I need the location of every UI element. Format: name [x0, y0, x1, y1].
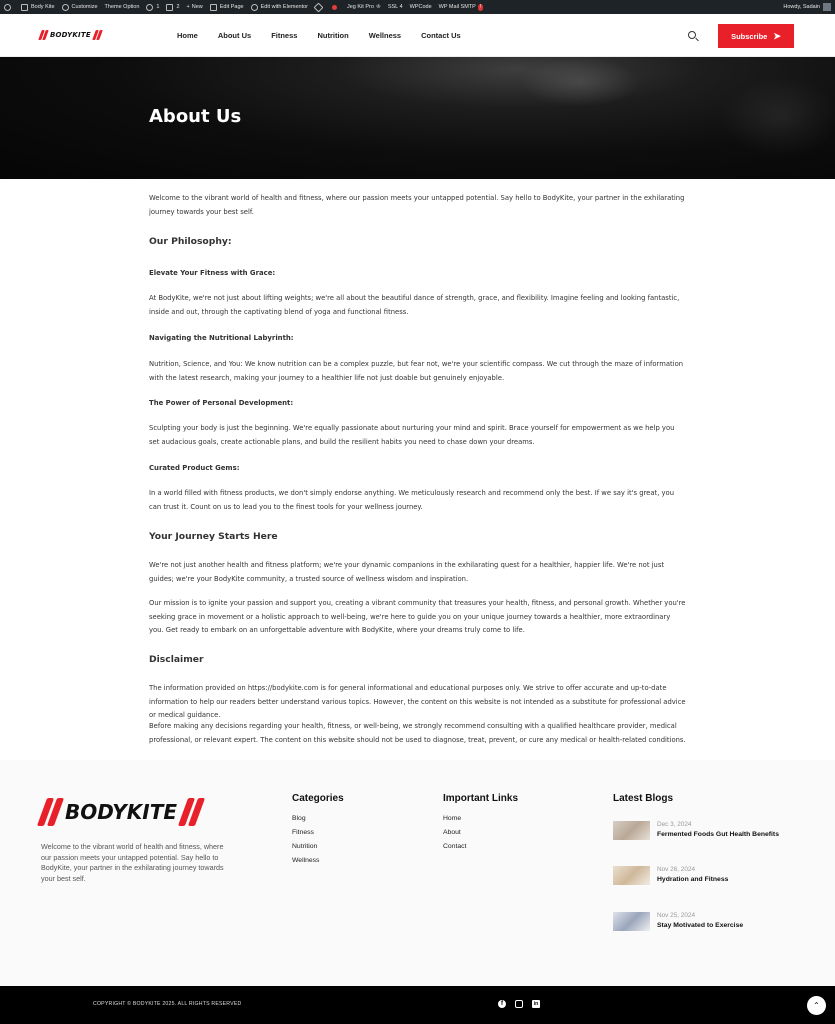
status-dot-icon: [332, 5, 337, 10]
admin-wpcode-link[interactable]: WPCode: [409, 4, 432, 10]
section-title-fitness: Elevate Your Fitness with Grace:: [149, 269, 276, 277]
section-title-nutrition: Navigating the Nutritional Labyrinth:: [149, 334, 294, 342]
admin-new-link[interactable]: + New: [186, 4, 203, 10]
footer-link-contact[interactable]: Contact: [443, 843, 467, 850]
facebook-icon[interactable]: f: [498, 1000, 506, 1008]
blog-thumbnail: [613, 821, 650, 840]
nav-contact-us[interactable]: Contact Us: [421, 31, 461, 40]
footer-link-home[interactable]: Home: [443, 815, 462, 822]
plus-icon: +: [186, 4, 190, 10]
category-link-blog[interactable]: Blog: [292, 815, 306, 822]
blog-item[interactable]: [613, 821, 779, 840]
admin-elementor-link[interactable]: Edit with Elementor: [251, 4, 308, 11]
site-header: [0, 14, 835, 57]
hero-background-image: [720, 77, 835, 157]
admin-customize-link[interactable]: Customize: [62, 4, 98, 11]
journey-heading: Your Journey Starts Here: [149, 531, 278, 542]
blog-date: Nov 26, 2024: [657, 866, 696, 873]
admin-diamond-link[interactable]: [315, 4, 325, 11]
arrow-up-icon[interactable]: ⌃: [807, 996, 826, 1015]
page-hero: [0, 57, 835, 179]
brush-icon: [62, 4, 69, 11]
admin-smtp-link[interactable]: WP Mail SMTP !: [438, 3, 482, 10]
diamond-icon: [314, 2, 324, 12]
logo-mark-icon: [40, 30, 47, 40]
admin-site-link[interactable]: Body Kite: [21, 4, 55, 11]
site-footer: [0, 760, 835, 986]
section-text-products: In a world filled with fitness products, we don't simply endorse anything. We meticulously research and recommend only the best. If we say it's great, you can trust it. Count on us to lead you to the finest tools for your wellness journey.: [149, 489, 675, 511]
section-text-nutrition: Nutrition, Science, and You: We know nutrition can be a complex puzzle, but fear not, we're your scientific compass. We cut through the maze of information with the latest research, making your journey to a healthier life not just doable but genuinely enjoyable.: [149, 360, 684, 382]
instagram-icon[interactable]: [515, 1000, 523, 1008]
journey-paragraph-2: Our mission is to ignite your passion and support you, creating a vibrant community that treasures your health, fitness, and personal growth. Whether you're seeking grace in movement or a holistic approach to well-being, we're here to guide you on your unique journey towards a healthier, more extraordinary you. Get ready to embark on an unforgettable adventure with BodyKite, where your dreams truly come to life.: [149, 599, 686, 634]
linkedin-icon[interactable]: in: [533, 1001, 539, 1007]
notification-badge: !: [479, 3, 482, 10]
blog-item[interactable]: [613, 866, 728, 885]
subscribe-button[interactable]: Subscribe ➤: [718, 24, 794, 48]
category-link-wellness[interactable]: Wellness: [292, 857, 320, 864]
categories-list: [292, 815, 319, 871]
disclaimer-paragraph-1: The information provided on https://bodykite.com is for general informational and educational purposes only. We strive to offer accurate and up-to-date information to help our readers better understand various topics. However, the content on this website is not intended as a substitute for professional advice or medical guidance.: [149, 684, 686, 719]
blog-title[interactable]: Stay Motivated to Exercise: [657, 922, 744, 929]
blog-thumbnail: [613, 866, 650, 885]
admin-ssl-link[interactable]: SSL 4: [387, 4, 403, 10]
admin-status-link[interactable]: [332, 5, 340, 10]
footer-link-about[interactable]: About: [443, 829, 461, 836]
copyright-text: COPYRIGHT © BODYKITE 2025. ALL RIGHTS RESERVED: [93, 1001, 242, 1007]
footer-description: Welcome to the vibrant world of health and fitness, where our passion meets your untapped potential. Say hello to BodyKite, your partner in the exhilarating journey towards your best self.: [41, 842, 224, 883]
comment-icon: [166, 4, 173, 11]
home-icon: [21, 4, 28, 11]
wordpress-menu[interactable]: [4, 4, 14, 11]
category-link-fitness[interactable]: Fitness: [292, 829, 314, 836]
blog-title[interactable]: Hydration and Fitness: [657, 876, 729, 883]
admin-account-menu[interactable]: Howdy, Sadain: [783, 0, 831, 14]
admin-theme-option-link[interactable]: Theme Option: [104, 4, 140, 10]
philosophy-heading: Our Philosophy:: [149, 236, 232, 247]
logo-mark-icon: [183, 798, 200, 826]
important-links-list: [443, 815, 466, 857]
blog-thumbnail: [613, 912, 650, 931]
paper-plane-icon: ➤: [773, 30, 781, 41]
wp-admin-bar: [0, 0, 835, 14]
refresh-icon: [146, 4, 153, 11]
journey-paragraph-1: We're not just another health and fitness platform; we're your dynamic companions in the exhilarating quest for a healthier, happier life. We're not just guides; we're your BodyKite community, a trusted source of wellness wisdom and inspiration.: [149, 561, 665, 583]
main-nav: [177, 31, 461, 40]
site-logo[interactable]: BODYKITE: [40, 30, 101, 40]
nav-home[interactable]: Home: [177, 31, 198, 40]
category-link-nutrition[interactable]: Nutrition: [292, 843, 318, 850]
nav-about-us[interactable]: About Us: [217, 31, 252, 40]
section-text-fitness: At BodyKite, we're not just about lifting weights; we're all about the beautiful dance of strength, grace, and flexibility. Imagine feeling and looking fantastic, inside and out, through the captivating blend of yoga and functional fitness.: [149, 294, 680, 316]
page-title: About Us: [149, 106, 242, 127]
section-title-products: Curated Product Gems:: [149, 464, 240, 472]
footer-bottom-bar: [0, 986, 835, 1024]
admin-edit-page-link[interactable]: Edit Page: [210, 4, 244, 11]
admin-updates-link[interactable]: 1: [146, 4, 159, 11]
footer-logo[interactable]: BODYKITE: [42, 798, 200, 826]
blog-item[interactable]: [613, 912, 743, 931]
nav-nutrition[interactable]: Nutrition: [317, 31, 349, 40]
logo-mark-icon: [94, 30, 101, 40]
important-links-title: Important Links: [443, 793, 519, 804]
disclaimer-paragraph-2: Before making any decisions regarding your health, fitness, or well-being, we strongly recommend consulting with a qualified healthcare provider, medical professional, or relevant expert. The content on this website should not be used to diagnose, treat, prevent, or cure any medical or health-related conditions.: [149, 722, 686, 744]
section-title-development: The Power of Personal Development:: [149, 399, 294, 407]
latest-blogs-title: Latest Blogs: [613, 793, 674, 804]
nav-wellness[interactable]: Wellness: [368, 31, 402, 40]
section-text-development: Sculpting your body is just the beginning. We're equally passionate about nurturing your mind and spirit. Brace yourself for empowerment as we help you set audacious goals, create actionable plans, and build the resilient habits you need to chase down your dreams.: [149, 424, 675, 446]
admin-jeg-link[interactable]: Jeg Kit Pro ♔: [347, 4, 381, 10]
search-icon[interactable]: [688, 31, 696, 39]
disclaimer-heading: Disclaimer: [149, 654, 204, 665]
admin-comments-link[interactable]: 2: [166, 4, 179, 11]
wordpress-icon: [4, 4, 11, 11]
blog-date: Nov 25, 2024: [657, 912, 696, 919]
social-links: [498, 1000, 540, 1008]
blog-title[interactable]: Fermented Foods Gut Health Benefits: [657, 831, 779, 838]
avatar: [823, 3, 831, 11]
nav-fitness[interactable]: Fitness: [271, 31, 298, 40]
intro-paragraph: Welcome to the vibrant world of health and fitness, where our passion meets your untapped potential. Say hello to BodyKite, your partner in the exhilarating journey towards your best self.: [149, 194, 685, 216]
pencil-icon: [210, 4, 217, 11]
logo-mark-icon: [42, 798, 59, 826]
hero-background-image: [520, 57, 640, 107]
blog-date: Dec 3, 2024: [657, 821, 692, 828]
crown-icon: ♔: [375, 4, 381, 10]
categories-title: Categories: [292, 793, 344, 804]
elementor-icon: [251, 4, 258, 11]
